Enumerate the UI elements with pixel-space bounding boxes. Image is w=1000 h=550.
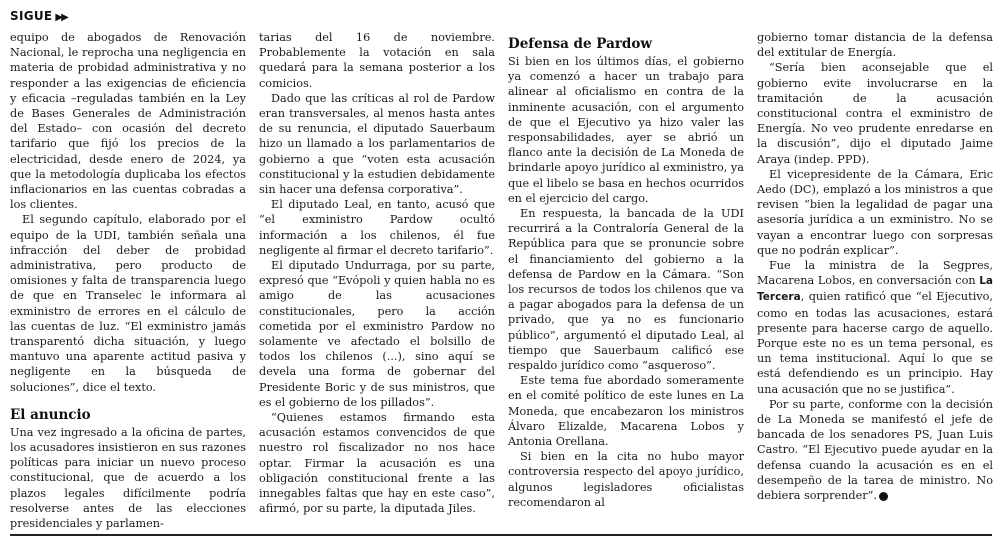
paragraph-text: , quien ratificó que “el Ejecutivo, como en todas las acusaciones, estará presente para hacerse cargo de aquello. Porque este no es un tema personal, es un tema institucional. Aquí lo que se está defendiendo es un principio. Hay una acusación que no se justifica”.	[757, 290, 993, 396]
paragraph: El diputado Leal, en tanto, acusó que “el exministro Pardow ocultó información a los chilenos, él fue negligente al firmar el decreto tarifario”.	[259, 198, 495, 257]
paragraph: El vicepresidente de la Cámara, Eric Aedo (DC), emplazó a los ministros a que revisen “bien la legalidad de pagar una asesoría jurídica a un exministro. No se vayan a encontrar luego con sorpresas que no podrán explicar”.	[757, 167, 993, 257]
paragraph: equipo de abogados de Renovación Nacional, le reprocha una negligencia en materia de probidad administrativa y no responder a las exigencias de eficiencia y eficacia –reguladas también en la Ley de Bases Generales de Administración del Estado– con ocasión del decreto tarifario que fijó los precios de la electricidad, desde enero de 2024, ya que la metodología duplicaba los efectos inflacionarios en las cuentas cobradas a los clientes.	[10, 31, 246, 212]
subheading-el-anuncio: El anuncio	[10, 406, 91, 423]
article-column-4	[757, 30, 993, 503]
outlet-name: La Tercera	[757, 275, 993, 304]
article-column-2	[259, 30, 495, 517]
paragraph: Si bien en la cita no hubo mayor controversia respecto del apoyo jurídico, algunos legisladores oficialistas recomendaron al	[508, 450, 744, 509]
paragraph: gobierno tomar distancia de la defensa del extitular de Energía.	[757, 31, 993, 60]
article-column-3	[508, 30, 744, 510]
paragraph-text: Fue la ministra de la Segpres, Macarena Lobos, en conversación con	[757, 259, 993, 288]
paragraph: El segundo capítulo, elaborado por el equipo de la UDI, también señala una infracción del deber de probidad administrativa, pero producto de omisiones y falta de transparencia luego de que en Transelec le informara al exministro de errores en el cálculo de las cuentas de luz. “El exministro jamás transparentó dicha situación, y luego mantuvo una aparente actitud pasiva y negligente en la búsqueda de soluciones”, dice el texto.	[10, 213, 246, 394]
continue-arrows-icon: ▶▶	[55, 12, 67, 23]
paragraph: En respuesta, la bancada de la UDI recurrirá a la Contraloría General de la República para que se pronuncie sobre el financiamiento del gobierno a la defensa de Pardow en la Cámara. “Son los recursos de todos los chilenos que va a pagar abogados para la defensa de un privado, que ya no es funcionario público”, argumentó el diputado Leal, al tiempo que Sauerbaum calificó ese respaldo jurídico como “asqueroso”.	[508, 207, 744, 373]
continued-text: SIGUE	[10, 9, 53, 23]
continued-label	[10, 9, 67, 23]
paragraph: El diputado Undurraga, por su parte, expresó que “Evópoli y quien habla no es amigo de las acusaciones constitucionales, pero la acción cometida por el exministro Pardow no solamente ve afectado el bolsillo de todos los chilenos (...), sino aquí se devela una forma de gobernar del Presidente Boric y de sus ministros, que es el gobierno de los pillados”.	[259, 259, 495, 409]
paragraph	[757, 258, 993, 397]
article-column-1	[10, 30, 246, 531]
paragraph: “Sería bien aconsejable que el gobierno evite involucrarse en la tramitación de la acusación constitucional contra el exministro de Energía. No veo prudente enredarse en la discusión”, dijo el diputado Jaime Araya (indep. PPD).	[757, 61, 993, 166]
paragraph: Si bien en los últimos días, el gobierno ya comenzó a hacer un trabajo para alinear al oficialismo en contra de la inminente acusación, con el argumento de que el Ejecutivo ya hizo valer las responsabilidades, ayer se abrió un flanco ante la decisión de La Moneda de brindarle apoyo jurídico al exministro, ya que el libelo se basa en hechos ocurridos en el ejercicio del cargo.	[508, 55, 744, 205]
paragraph-text: Por su parte, conforme con la decisión de La Moneda se manifestó el jefe de bancada de los senadores PS, Juan Luis Castro. “El Ejecutivo puede ayudar en la defensa cuando la acusación es en el desempeño de la tarea de ministro. No debiera sorprender”.	[757, 397, 993, 503]
end-of-article-icon	[879, 492, 888, 501]
paragraph: tarias del 16 de noviembre. Probablemente la votación en sala quedará para la semana posterior a los comicios.	[259, 31, 495, 90]
paragraph: “Quienes estamos firmando esta acusación estamos convencidos de que nuestro rol fiscalizador no nos hace optar. Firmar la acusación es una obligación constitucional frente a las innegables faltas que hay en este caso”, afirmó, por su parte, la diputada Jiles.	[259, 411, 495, 516]
paragraph: Una vez ingresado a la oficina de partes, los acusadores insistieron en sus razones políticas para iniciar un nuevo proceso constitucional, que de acuerdo a los plazos legales difícilmente podría resolverse antes de las elecciones presidenciales y parlamen-	[10, 425, 246, 531]
bottom-rule	[10, 534, 992, 536]
subheading-defensa-de-pardow: Defensa de Pardow	[508, 36, 652, 52]
paragraph: Este tema fue abordado someramente en el comité político de este lunes en La Moneda, que encabezaron los ministros Álvaro Elizalde, Macarena Lobos y Antonia Orellana.	[508, 374, 744, 449]
paragraph: Dado que las críticas al rol de Pardow eran transversales, al menos hasta antes de su renuncia, el diputado Sauerbaum hizo un llamado a los parlamentarios de gobierno a que “voten esta acusación constitucional y la estudien debidamente sin hacer una defensa corporativa”.	[259, 91, 495, 197]
paragraph	[757, 397, 993, 503]
